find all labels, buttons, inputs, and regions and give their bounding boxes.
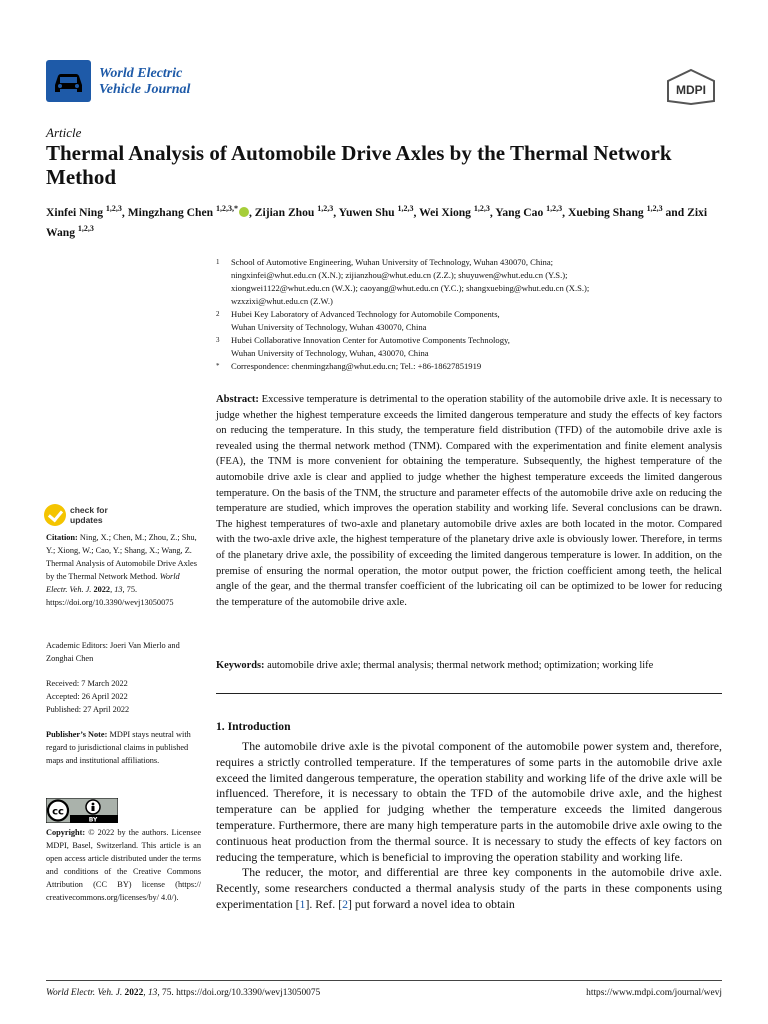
author-affiliation-marker: 1,2,3	[646, 204, 663, 213]
affiliation-number: 2	[216, 310, 220, 318]
orcid-icon[interactable]	[239, 207, 249, 217]
cc-by-label: BY	[88, 816, 98, 823]
check-updates-label	[70, 505, 108, 525]
check-line1: check for	[70, 505, 108, 515]
published-date: Published: 27 April 2022	[46, 705, 130, 714]
footer-citation: World Electr. Veh. J. 2022, 13, 75. https://doi.org/10.3390/wevj13050075	[46, 988, 321, 998]
affiliation-text	[231, 256, 726, 308]
affiliation-line: Wuhan University of Technology, Wuhan, 430070, China	[231, 348, 429, 358]
intro-paragraph-1: The automobile drive axle is the pivotal component of the automobile power system and, therefore, requires a strictly controlled temperature. If the temperatures of some parts in the automobile drive axle exceed the limited dangerous temperature, the operation stability and working life of the drive axle will be influenced. Therefore, it is necessary to obtain the TFD of the automobile drive axle, and the highest temperature can be applied for judging whether the temperature exceeds the limited dangerous temperature. Furthermore, there are many high temperature parts in the automobile drive axle owing to the continuous heat production from the thermal source. It is necessary to study the effects of key factors on reducing the temperature, which is beneficial to improving the operation stability and working life.	[216, 739, 722, 864]
citation-year: 2022	[93, 585, 111, 594]
affiliation-number: 1	[216, 258, 220, 266]
footer-doi-link[interactable]: , 75. https://doi.org/10.3390/wevj13050075	[157, 988, 321, 998]
footer-journal-url[interactable]: https://www.mdpi.com/journal/wevj	[586, 988, 722, 998]
mdpi-logo[interactable]	[664, 68, 718, 106]
intro-text-c: ] put forward a novel idea to obtain	[348, 896, 515, 911]
footer-journal: World Electr. Veh. J.	[46, 988, 123, 998]
copyright	[46, 826, 201, 904]
affiliation-item	[216, 308, 726, 334]
journal-logo-icon[interactable]	[46, 60, 91, 102]
author-list	[46, 201, 726, 241]
affiliation-line: Correspondence: chenmingzhang@whut.edu.cn; Tel.: +86-18627851919	[231, 361, 482, 371]
affiliation-line: wzxzixi@whut.edu.cn (Z.W.)	[231, 296, 333, 306]
intro-paragraph-2	[216, 865, 722, 912]
keywords	[216, 658, 726, 673]
author-affiliation-marker: 1,2,3	[77, 223, 94, 233]
author-affiliation-marker: 1,2,3,*	[215, 204, 238, 213]
intro-text-a: The reducer, the motor, and differential are three key components in the automobile drive axle. Recently, some researchers conducted a thermal analysis study of the parts in these components using experimentation [	[216, 865, 722, 911]
footer-divider	[46, 980, 722, 981]
author-affiliation-marker: 1,2,3	[317, 204, 334, 213]
affiliation-text	[231, 360, 726, 373]
svg-text:cc: cc	[52, 806, 64, 818]
citation-label: Citation:	[46, 533, 78, 542]
affiliation-text	[231, 334, 726, 360]
accepted-date: Accepted: 26 April 2022	[46, 692, 128, 701]
publisher-note-text: MDPI stays neutral with regard to jurisdictional claims in published maps and institutional affiliations.	[46, 730, 191, 765]
abstract-label: Abstract:	[216, 394, 259, 405]
introduction-body	[216, 739, 722, 913]
author-name: Xuebing Shang	[567, 205, 647, 219]
author-separator: and	[662, 205, 688, 219]
affiliation-number: 3	[216, 336, 220, 344]
affiliation-text	[231, 308, 726, 334]
affiliation-item	[216, 334, 726, 360]
reference-link-1[interactable]: 1	[299, 896, 306, 911]
copyright-text: © 2022 by the authors. Licensee MDPI, Basel, Switzerland. This article is an open access article distributed under the terms and conditions of the Creative Commons Attribution (CC BY) license (https:// creativecommons.org/licenses/by/ 4.0/).	[46, 828, 202, 902]
affiliations	[216, 256, 726, 373]
reference-link-2[interactable]: 2	[342, 896, 349, 911]
citation-doi-link[interactable]: , 75. https://doi.org/10.3390/wevj13050075	[46, 585, 174, 607]
check-icon	[44, 504, 66, 526]
check-for-updates-button[interactable]	[44, 504, 114, 526]
keywords-text: automobile drive axle; thermal analysis; thermal network method; optimization; working life	[267, 660, 654, 671]
author-separator: ,	[562, 205, 568, 219]
author-name: Yang Cao	[495, 205, 547, 219]
journal-name-line2: Vehicle Journal	[99, 82, 191, 97]
intro-text-b: ]. Ref. [	[305, 896, 343, 911]
section-heading-introduction: 1. Introduction	[216, 720, 291, 733]
article-type: Article	[46, 125, 82, 140]
author-name: Wei Xiong	[419, 205, 474, 219]
footer-volume: 13	[147, 988, 158, 998]
page-title: Thermal Analysis of Automobile Drive Axles by the Thermal Network Method	[46, 141, 672, 189]
affiliation-line: School of Automotive Engineering, Wuhan University of Technology, Wuhan 430070, China;	[231, 257, 554, 267]
author-name: Zijian Zhou	[254, 205, 318, 219]
author-affiliation-marker: 1,2,3	[546, 204, 563, 213]
abstract	[216, 392, 722, 610]
journal-name-line1: World Electric	[99, 66, 183, 81]
affiliation-line: ningxinfei@whut.edu.cn (X.N.); zijianzhou@whut.edu.cn (Z.Z.); shuyuwen@whut.edu.cn (Y.S.);	[231, 270, 568, 280]
author-name: Zixi Wang	[46, 205, 708, 239]
dates	[46, 677, 201, 716]
author-name: Mingzhang Chen	[127, 205, 216, 219]
journal-name[interactable]	[99, 66, 190, 98]
affiliation-line: Hubei Key Laboratory of Advanced Technology for Automobile Components,	[231, 309, 500, 319]
affiliation-item	[216, 360, 726, 373]
citation-journal: World Electr. Veh. J.	[46, 572, 180, 594]
footer-year: 2022	[124, 988, 144, 998]
affiliation-item	[216, 256, 726, 308]
author-name: Xinfei Ning	[46, 205, 106, 219]
author-separator: ,	[413, 205, 420, 219]
author-affiliation-marker: 1,2,3	[105, 204, 122, 213]
affiliation-line: Hubei Collaborative Innovation Center for Automotive Components Technology,	[231, 335, 510, 345]
citation-text: Ning, X.; Chen, M.; Zhou, Z.; Shu, Y.; Xiong, W.; Cao, Y.; Shang, X.; Wang, Z. Thermal Analysis of Automobile Drive Axles by the Thermal Network Method.	[46, 533, 197, 581]
citation-volume: 13	[114, 585, 123, 594]
publisher-note	[46, 728, 201, 767]
affiliation-line: xiongwei1122@whut.edu.cn (W.X.); caoyang@whut.edu.cn (Y.C.); shangxuebing@whut.edu.cn (X.S.);	[231, 283, 590, 293]
author-name: Yuwen Shu	[338, 205, 398, 219]
affiliation-line: Wuhan University of Technology, Wuhan 430070, China	[231, 322, 427, 332]
cc-by-license-badge[interactable]	[46, 798, 118, 823]
author-separator: ,	[489, 205, 496, 219]
section-divider	[216, 693, 722, 694]
author-affiliation-marker: 1,2,3	[397, 204, 414, 213]
publisher-note-label: Publisher’s Note:	[46, 730, 108, 739]
publisher-label: MDPI	[676, 83, 706, 97]
copyright-label: Copyright:	[46, 828, 86, 837]
abstract-text: Excessive temperature is detrimental to the operation stability of the automobile drive axle. It is necessary to judge whether the highest temperature exceeds the limited dangerous temperature and study the effects of key factors on reducing the temperature. In this study, the temperature field distribution (TFD) of the automobile drive axle is revealed using the thermal network method (TNM). Compared with the experimentation and finite element analysis (FEA), the TNM is more convenient for obtaining the temperature. Subsequently, the highest temperature of the automobile drive axle is clear and applied to judge whether the highest temperature exceeds the limited dangerous temperature. On the basis of the TNM, the structure and parameter effects of the automobile drive axle on reducing the temperature are studied, which improves the operation stability and working life. Several conclusions can be drawn. The highest temperatures of two-axle and planetary automobile drive axles are both located in the motor. Compared with the two-axle drive axle, the highest temperature of the planetary drive axle is obviously lower. Therefore, in terms of the planetary drive axle, the possibility of exceeding the limited dangerous temperature is lower. In addition, on the premise of ensuring the normal operation, the motor output power, the friction coefficient among teeth, the helical angle of the gear, and the thermal transfer coefficient of the lubricating oil can be optimized to be lower for reducing the temperature of the automobile drive axle.	[216, 394, 722, 608]
citation: Citation: Ning, X.; Chen, M.; Zhou, Z.; Shu, Y.; Xiong, W.; Cao, Y.; Shang, X.; Wang, Z. Thermal Analysis of Automobile Drive Axles by the Thermal Network Method. World Electr. Veh. J. 2022, 13, 75. https://doi.org/10.3390/wevj13050075	[46, 533, 197, 607]
author-affiliation-marker: 1,2,3	[473, 204, 490, 213]
received-date: Received: 7 March 2022	[46, 679, 128, 688]
affiliation-number: *	[216, 362, 220, 370]
author-separator: ,	[121, 205, 128, 219]
check-line2: updates	[70, 515, 103, 525]
author-separator: ,	[248, 205, 255, 219]
author-separator: ,	[333, 205, 339, 219]
academic-editors: Academic Editors: Joeri Van Mierlo and Zonghai Chen	[46, 641, 180, 663]
keywords-label: Keywords:	[216, 660, 265, 671]
